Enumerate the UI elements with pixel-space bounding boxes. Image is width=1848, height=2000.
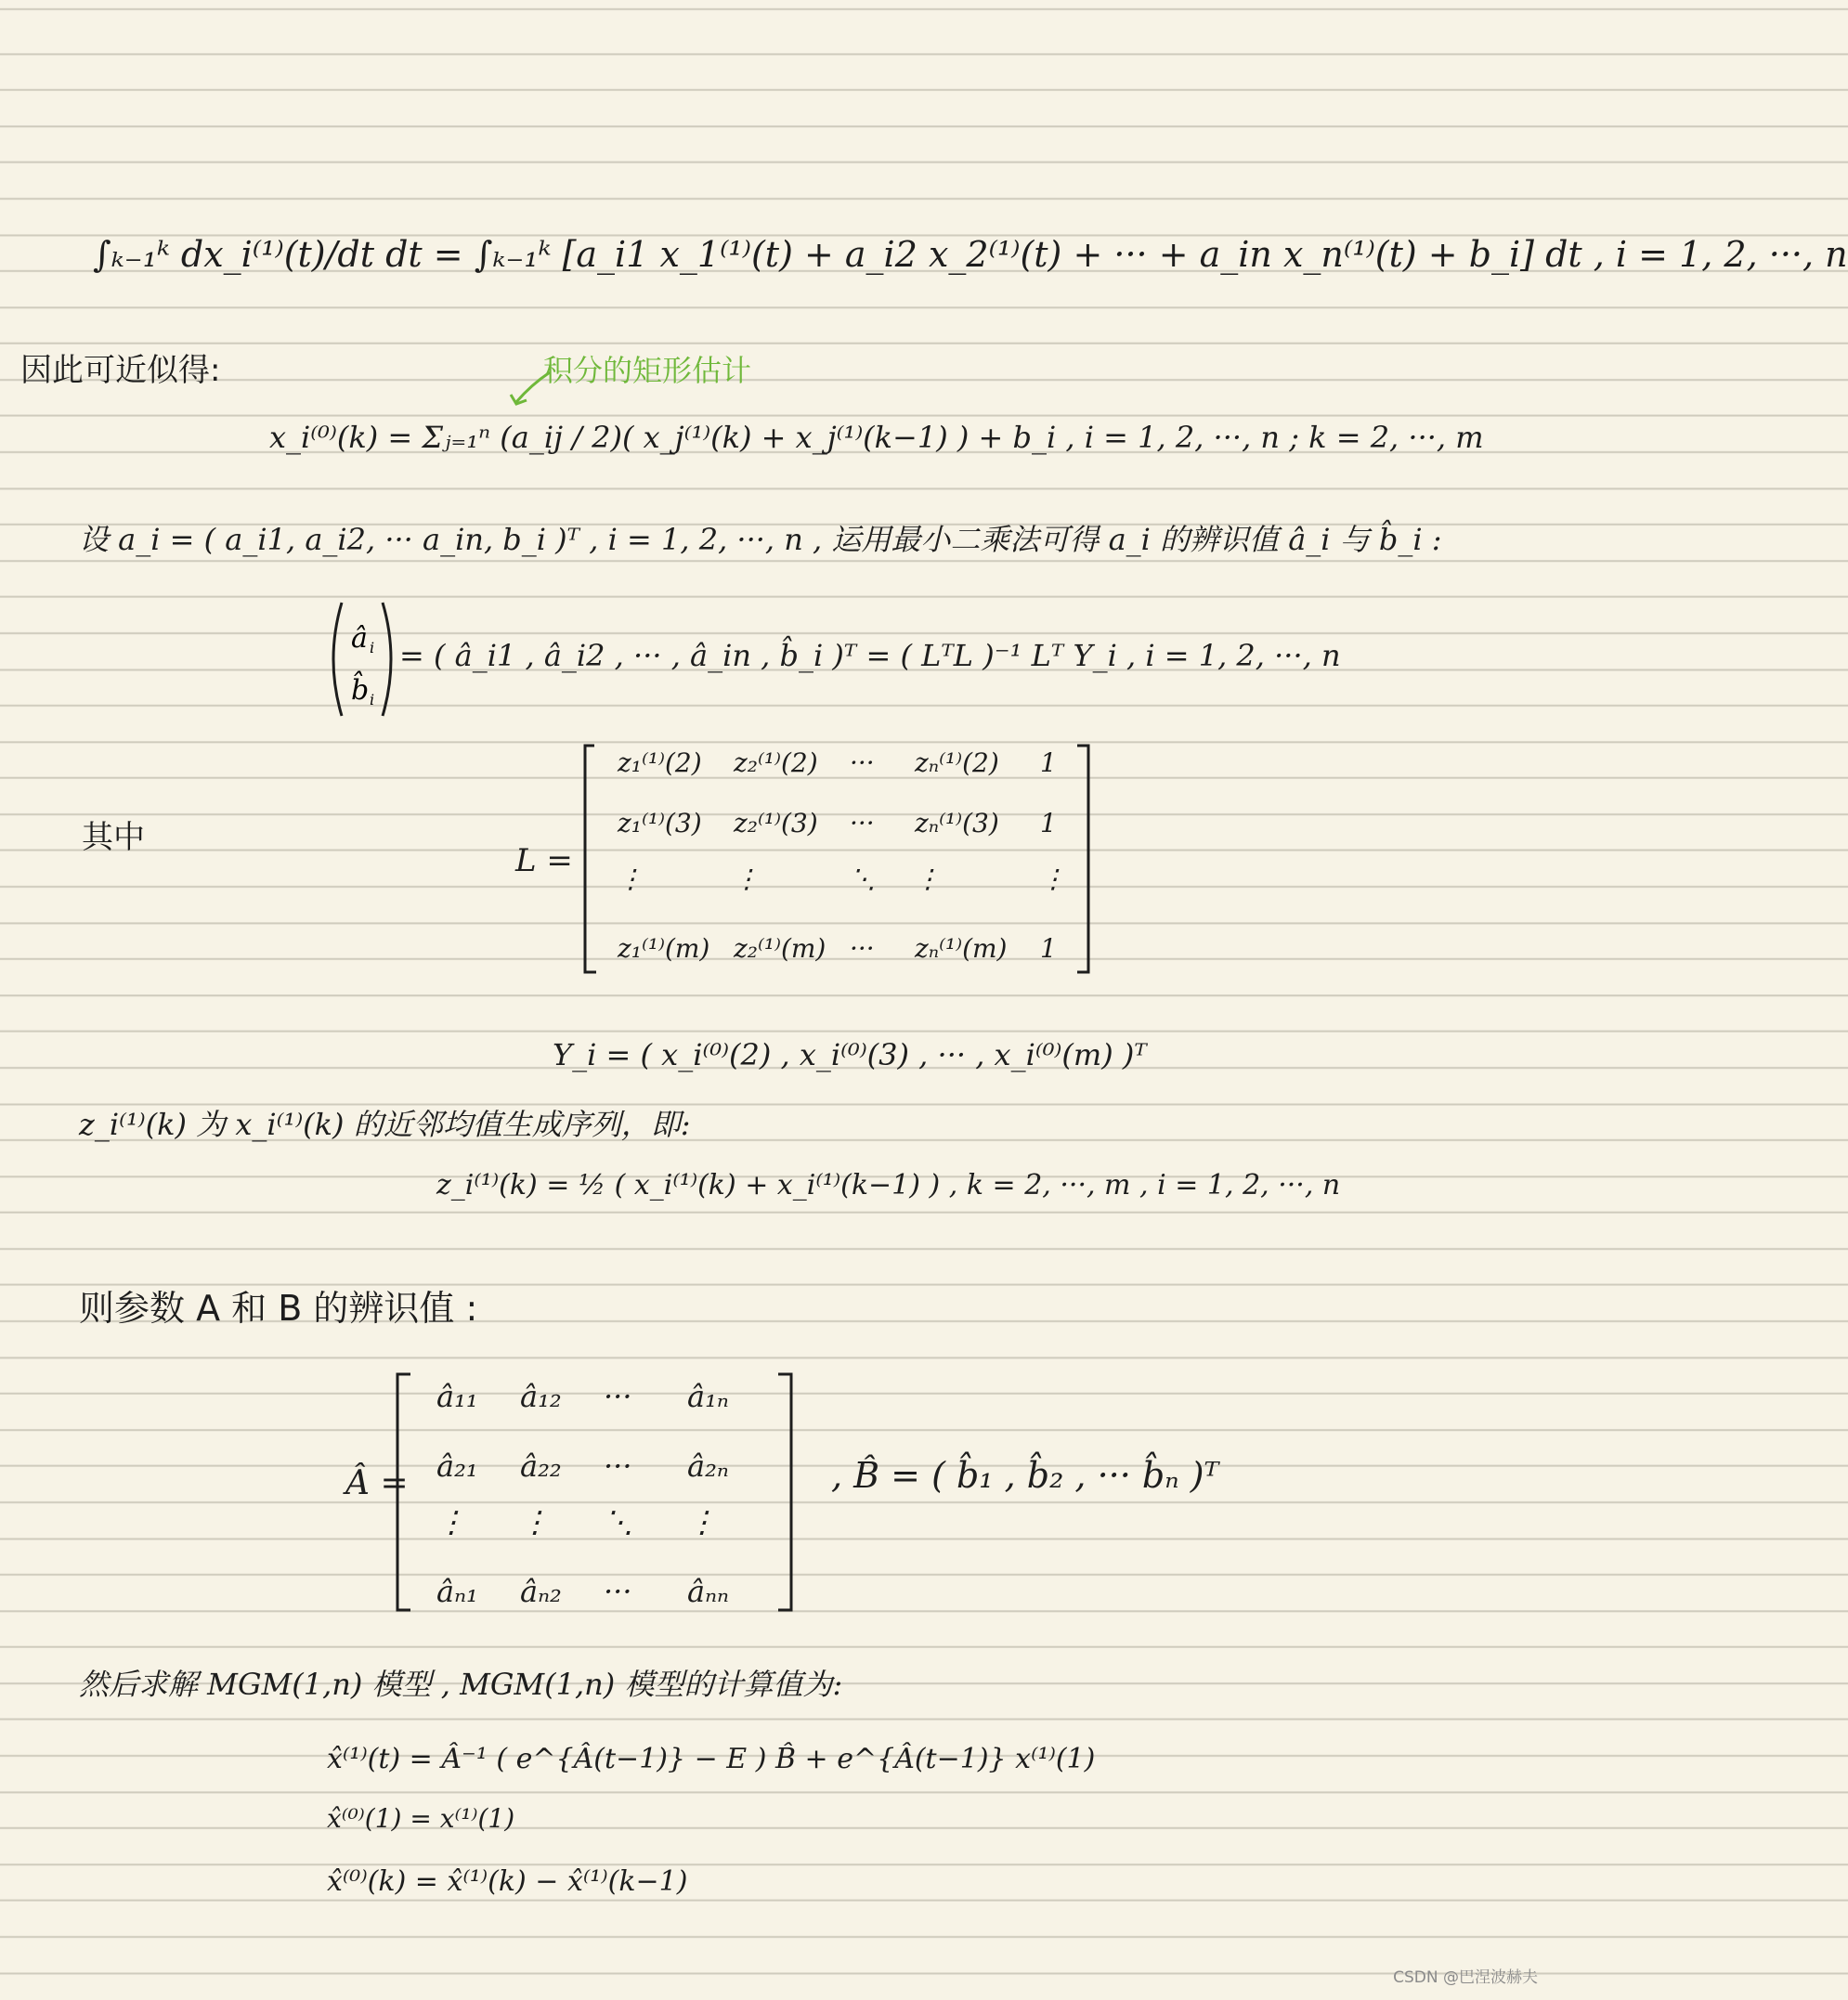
matrix-cell: ⋮ (734, 864, 760, 894)
matrix-cell: z₂⁽¹⁾(3) (734, 808, 818, 838)
matrix-cell: ⋮ (436, 1504, 466, 1539)
solution-equation-1: x̂⁽¹⁾(t) = Â⁻¹ ( e^{Â(t−1)} − E ) B̂ + e^{Â(t−1)} x⁽¹⁾(1) (327, 1743, 1096, 1775)
matrix-cell: z₁⁽¹⁾(m) (618, 933, 710, 964)
matrix-cell: zₙ⁽¹⁾(2) (915, 747, 999, 778)
parameter-definition-text: 设 a_i = ( a_i1, a_i2, ··· a_in, b_i )ᵀ , i = 1, 2, ···, n , 运用最小二乘法可得 a_i 的辨识值 â_i 与 b̂_i : (79, 522, 1442, 557)
integral-equation: ∫ₖ₋₁ᵏ dx_i⁽¹⁾(t)/dt dt = ∫ₖ₋₁ᵏ [a_i1 x_1⁽¹⁾(t) + a_i2 x_2⁽¹⁾(t) + ··· + a_in x_n⁽¹⁾(t) + b_i] dt , i = 1, 2, ···, n (93, 234, 1848, 275)
matrix-l (594, 743, 1077, 975)
least-squares-equation: = ( â_i1 , â_i2 , ··· , â_in , b̂_i )ᵀ = ( LᵀL )⁻¹ Lᵀ Y_i , i = 1, 2, ···, n (399, 638, 1341, 673)
matrix-l-label: L = (515, 842, 573, 879)
solution-equation-2: x̂⁽⁰⁾(1) = x⁽¹⁾(1) (327, 1803, 515, 1834)
matrix-cell: â₂₁ (436, 1448, 478, 1484)
b-vector-equation: , B̂ = ( b̂₁ , b̂₂ , ··· b̂ₙ )ᵀ (831, 1455, 1219, 1496)
matrix-a (418, 1374, 780, 1609)
matrix-cell: ··· (604, 1379, 632, 1414)
matrix-cell: z₁⁽¹⁾(3) (618, 808, 702, 838)
matrix-cell: zₙ⁽¹⁾(m) (915, 933, 1008, 964)
z-definition-text: z_i⁽¹⁾(k) 为 x_i⁽¹⁾(k) 的近邻均值生成序列，即: (79, 1107, 691, 1142)
svg-text:â: â (351, 622, 368, 655)
rectangle-estimate-note: 积分的矩形估计 (543, 353, 752, 388)
svg-text:i: i (370, 639, 375, 656)
matrix-cell: ⋮ (915, 864, 941, 894)
matrix-cell: ··· (850, 808, 875, 838)
matrix-cell: âₙₙ (687, 1574, 730, 1609)
matrix-cell: âₙ₂ (520, 1574, 562, 1609)
therefore-text: 因此可近似得: (20, 352, 221, 389)
matrix-cell: â₁₁ (436, 1379, 478, 1414)
matrix-cell: z₁⁽¹⁾(2) (618, 747, 702, 778)
svg-text:i: i (370, 691, 375, 708)
matrix-cell: âₙ₁ (436, 1574, 478, 1609)
matrix-cell: ··· (604, 1448, 632, 1484)
svg-text:b̂: b̂ (351, 674, 370, 707)
params-text: 则参数 A 和 B 的辨识值 : (79, 1288, 478, 1329)
matrix-cell: ⋮ (1040, 864, 1066, 894)
matrix-a-label: Â = (345, 1464, 409, 1502)
where-text: 其中 (82, 819, 145, 856)
matrix-cell: z₂⁽¹⁾(m) (734, 933, 826, 964)
y-vector-equation: Y_i = ( x_i⁽⁰⁾(2) , x_i⁽⁰⁾(3) , ··· , x_i⁽⁰⁾(m) )ᵀ (553, 1037, 1147, 1072)
matrix-cell: ⋱ (604, 1504, 633, 1539)
approximation-equation: x_i⁽⁰⁾(k) = Σⱼ₌₁ⁿ (a_ij / 2)( x_j⁽¹⁾(k) + x_j⁽¹⁾(k−1) ) + b_i , i = 1, 2, ···, n ; k = 2, ···, m (269, 420, 1484, 455)
solve-model-text: 然后求解 MGM(1,n) 模型 , MGM(1,n) 模型的计算值为: (79, 1667, 843, 1702)
matrix-cell: zₙ⁽¹⁾(3) (915, 808, 999, 838)
matrix-cell: 1 (1040, 808, 1057, 838)
matrix-cell: â₂₂ (520, 1448, 562, 1484)
matrix-cell: ⋮ (520, 1504, 550, 1539)
matrix-cell: ⋱ (850, 864, 876, 894)
matrix-cell: ··· (850, 747, 875, 778)
solution-equation-3: x̂⁽⁰⁾(k) = x̂⁽¹⁾(k) − x̂⁽¹⁾(k−1) (327, 1865, 688, 1898)
matrix-cell: 1 (1040, 747, 1057, 778)
matrix-cell: â₁₂ (520, 1379, 562, 1414)
estimate-vector-paren (325, 599, 399, 720)
matrix-cell: ··· (604, 1574, 632, 1609)
z-equation: z_i⁽¹⁾(k) = ½ ( x_i⁽¹⁾(k) + x_i⁽¹⁾(k−1) ) , k = 2, ···, m , i = 1, 2, ···, n (436, 1169, 1341, 1201)
watermark: CSDN @巴涅波赫夫 (1393, 1968, 1538, 1987)
matrix-cell: ··· (850, 933, 875, 964)
matrix-cell: 1 (1040, 933, 1057, 964)
matrix-cell: z₂⁽¹⁾(2) (734, 747, 818, 778)
matrix-cell: ⋮ (618, 864, 644, 894)
matrix-cell: â₁ₙ (687, 1379, 729, 1414)
matrix-cell: â₂ₙ (687, 1448, 729, 1484)
matrix-cell: ⋮ (687, 1504, 717, 1539)
